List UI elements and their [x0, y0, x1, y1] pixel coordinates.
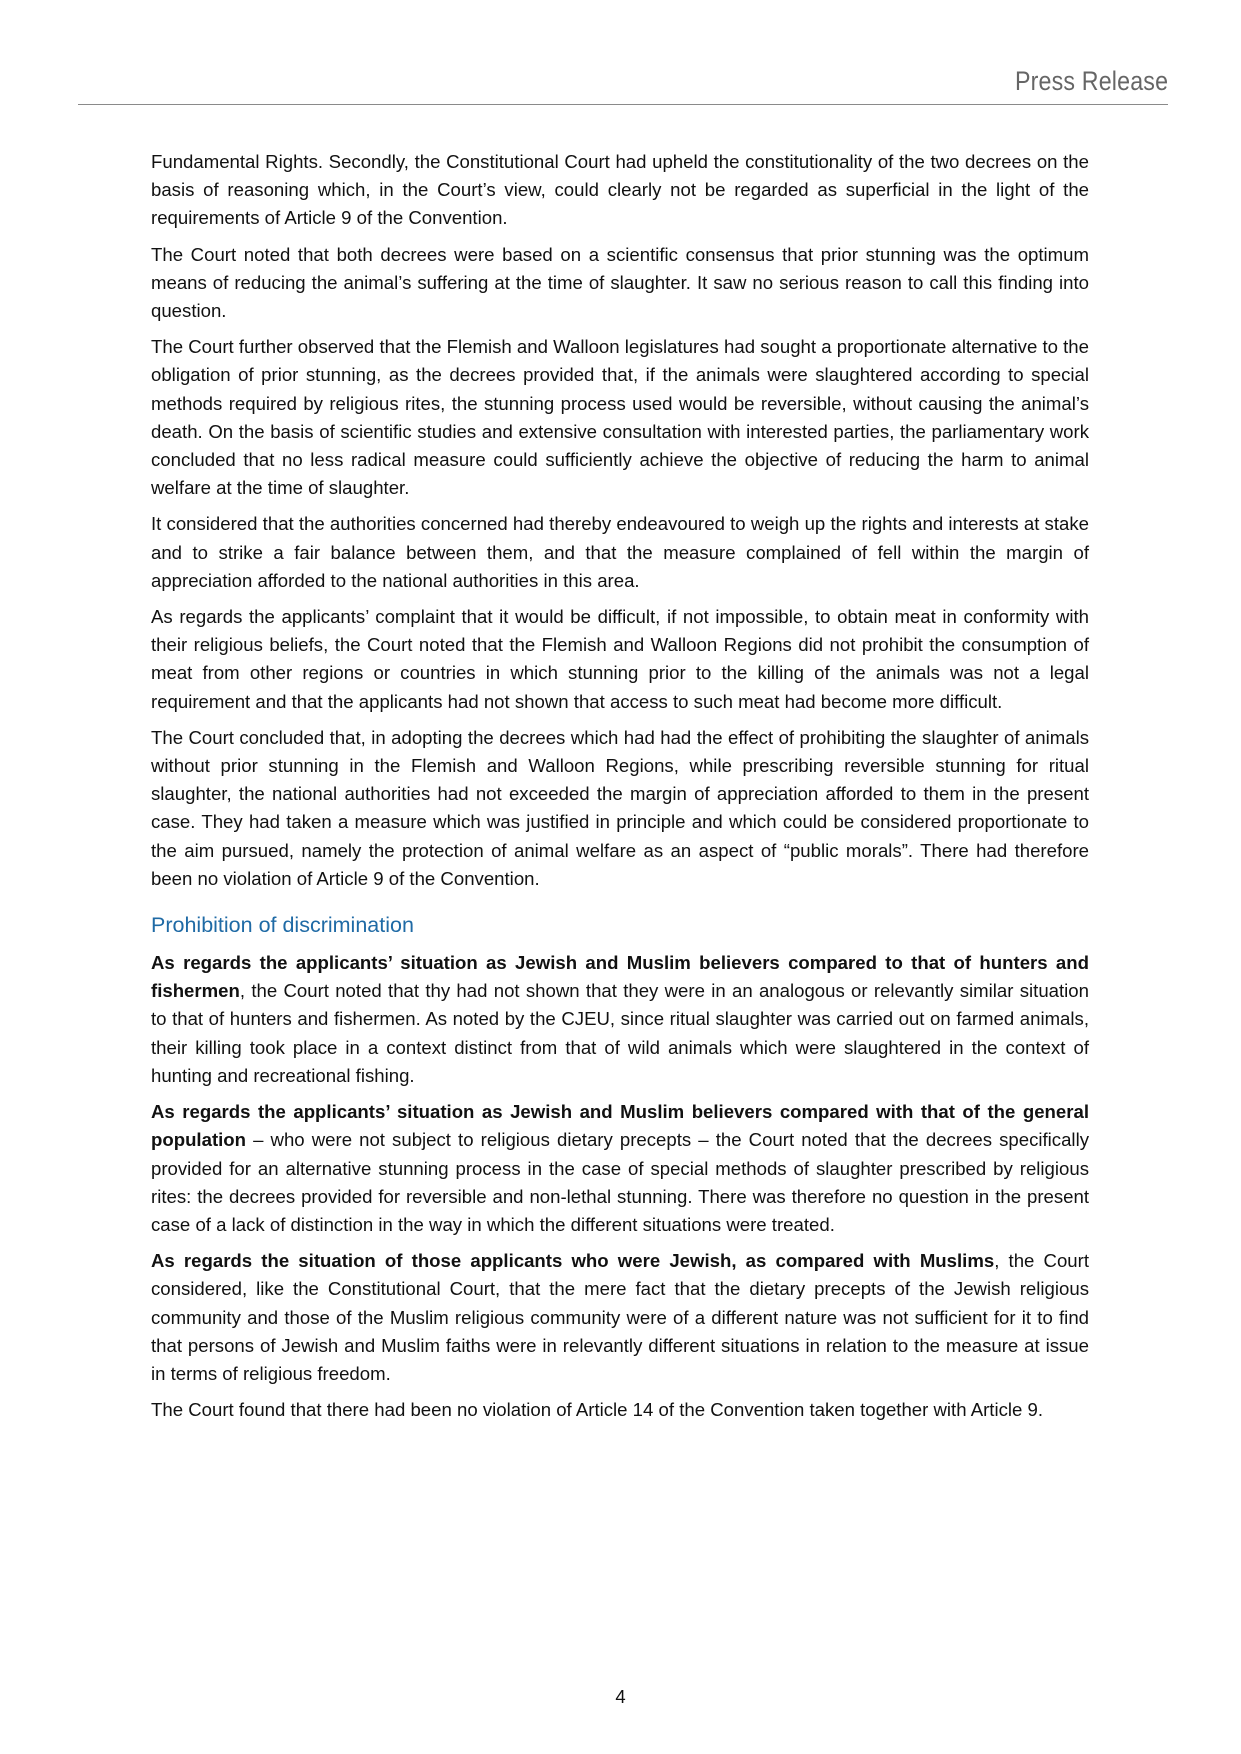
paragraph-lead: As regards the situation of those applicants who were Jewish, as compared with Muslims — [151, 1250, 995, 1272]
paragraph: As regards the applicants’ complaint that it would be difficult, if not impossible, to obtain meat in conformity with their religious beliefs, the Court noted that the Flemish and Walloon Regions did not prohibit the consumption of meat from other regions or countries in which stunning prior to the killing of the animals was not a legal requirement and that the applicants had not shown that access to such meat had become more difficult. — [151, 606, 1089, 712]
paragraph-body: – who were not subject to religious dietary precepts – the Court noted that the decrees specifically provided for an alternative stunning process in the case of special methods of slaughter prescribed by religious rites: the decrees provided for reversible and non-lethal stunning. There was therefore no question in the present case of a lack of distinction in the way in which the different situations were treated. — [151, 1129, 1089, 1235]
paragraph-body: The Court found that there had been no violation of Article 14 of the Convention taken together with Article 9. — [151, 1399, 1044, 1421]
page-number: 4 — [615, 1686, 626, 1707]
paragraph — [151, 1247, 1089, 1388]
paragraph: The Court concluded that, in adopting the decrees which had had the effect of prohibiting the slaughter of animals without prior stunning in the Flemish and Walloon Regions, while prescribing reversible stunning for ritual slaughter, the national authorities had not exceeded the margin of appreciation afforded to them in the present case. They had taken a measure which was justified in principle and which could be considered proportionate to the aim pursued, namely the protection of animal welfare as an aspect of “public morals”. There had therefore been no violation of Article 9 of the Convention. — [151, 726, 1089, 889]
header-title: Press Release — [1014, 66, 1168, 96]
paragraph: The Court noted that both decrees were based on a scientific consensus that prior stunning was the optimum means of reducing the animal’s suffering at the time of slaughter. It saw no serious reason to call this finding into question. — [151, 243, 1089, 322]
paragraph-body: , the Court considered, like the Constitutional Court, that the mere fact that the dietary precepts of the Jewish religious community and those of the Muslim religious community were of a different nature was not sufficient for it to find that persons of Jewish and Muslim faiths were in relevantly different situations in relation to the measure at issue in terms of religious freedom. — [151, 1250, 1089, 1384]
section-heading: Prohibition of discrimination — [151, 913, 414, 938]
paragraph — [151, 1098, 1089, 1239]
page-header — [78, 60, 1168, 105]
paragraph-lead: As regards the applicants’ situation as Jewish and Muslim believers compared with that of the general population — [151, 1101, 1089, 1151]
paragraph — [151, 1396, 1089, 1424]
paragraph: It considered that the authorities concerned had thereby endeavoured to weigh up the rights and interests at stake and to strike a fair balance between them, and that the measure complained of fell within the margin of appreciation afforded to the national authorities in this area. — [151, 513, 1089, 591]
paragraph-lead: As regards the applicants’ situation as Jewish and Muslim believers compared to that of hunters and fishermen — [151, 952, 1089, 1002]
paragraph — [151, 949, 1089, 1090]
paragraph: Fundamental Rights. Secondly, the Constitutional Court had upheld the constitutionality of the two decrees on the basis of reasoning which, in the Court’s view, could clearly not be regarded as superficial in the light of the requirements of Article 9 of the Convention. — [151, 151, 1089, 229]
paragraph-body: , the Court noted that thy had not shown that they were in an analogous or relevantly similar situation to that of hunters and fishermen. As noted by the CJEU, since ritual slaughter was carried out on farmed animals, their killing took place in a context distinct from that of wild animals which were slaughtered in the context of hunting and recreational fishing. — [151, 980, 1089, 1086]
paragraph: The Court further observed that the Flemish and Walloon legislatures had sought a proportionate alternative to the obligation of prior stunning, as the decrees provided that, if the animals were slaughtered according to special methods required by religious rites, the stunning process used would be reversible, without causing the animal’s death. On the basis of scientific studies and extensive consultation with interested parties, the parliamentary work concluded that no less radical measure could sufficiently achieve the objective of reducing the harm to animal welfare at the time of slaughter. — [151, 336, 1089, 499]
document-body — [151, 148, 1089, 1432]
